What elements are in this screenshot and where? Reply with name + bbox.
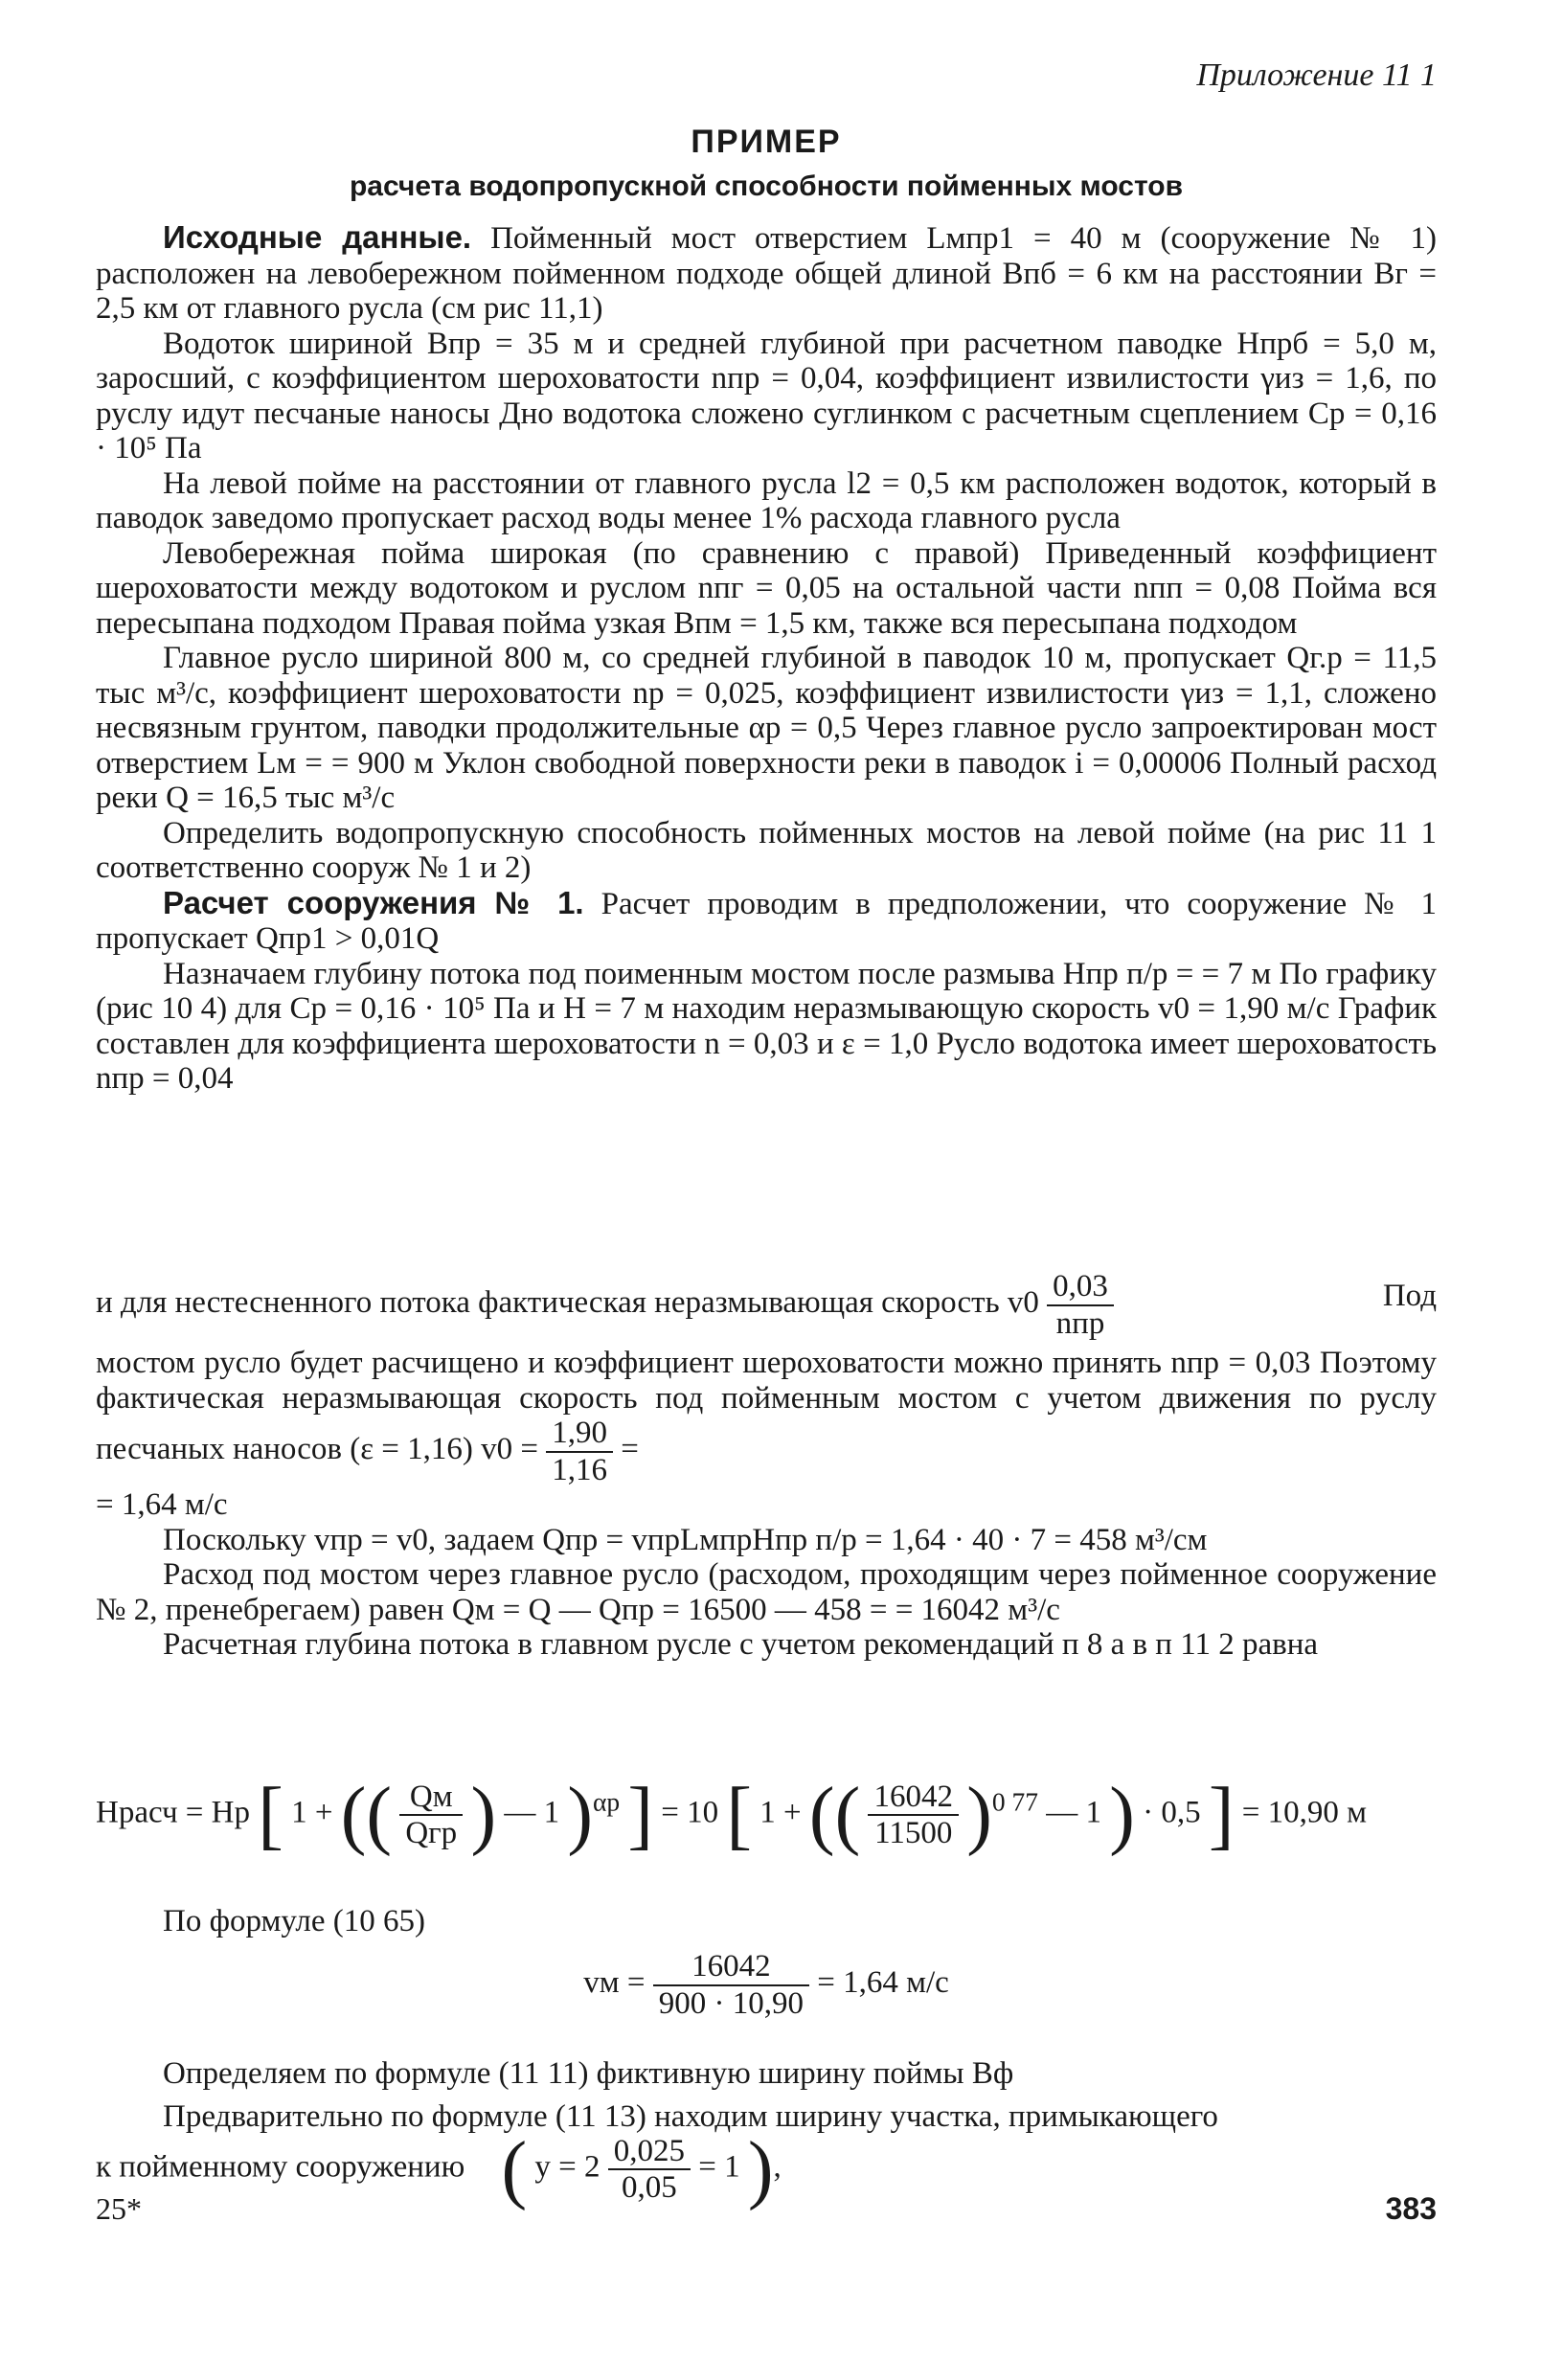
paren-close: ) xyxy=(567,1773,593,1857)
numeric-ratio-fraction xyxy=(868,1779,959,1851)
depth-result: = 10,90 м xyxy=(1241,1795,1367,1830)
velocity-formula-result: = 1,64 м/с xyxy=(817,1965,949,2001)
bracket-open: [ xyxy=(258,1773,283,1857)
paren-close-inner: ) xyxy=(470,1773,497,1857)
body-text-block-3 xyxy=(96,2056,1437,2134)
velocity-symbol: v0 xyxy=(1007,1285,1039,1321)
bracket-open-2: [ xyxy=(726,1773,753,1857)
fraction-numerator: 0,03 xyxy=(1047,1269,1114,1306)
page-title: ПРИМЕР xyxy=(691,124,842,160)
paren-open: (( xyxy=(340,1773,393,1857)
page-subtitle: расчета водопропускной способности пойменных мостов xyxy=(349,170,1184,202)
exponent-077: 0 77 xyxy=(991,1786,1038,1817)
bracket-close: ] xyxy=(627,1773,654,1857)
paragraph-main-discharge: Расход под мостом через главное русло (расходом, проходящим через пойменное сооружение № 2, пренебрегаем) равен Qм = Q — Qпр = 16500 — 458 = = 16042 м³/с xyxy=(96,1557,1437,1627)
paragraph-fictive-width: Определяем по формуле (11 11) фиктивную ширину поймы Bф xyxy=(163,2056,1014,2091)
minus-one: — 1 xyxy=(504,1795,560,1830)
structure-1-text: Расчет проводим в предположении, что сооружение № 1 пропускает Qпр1 > 0,01Q xyxy=(96,886,1438,956)
minus-one-2: — 1 xyxy=(1046,1795,1101,1830)
alpha-exponent: αр xyxy=(592,1786,621,1817)
velocity-text: и для нестесненного потока фактическая неразмывающая скорость xyxy=(96,1285,1000,1321)
channel-cleanup-text: мостом русло будет расчищено и коэффициент шероховатости можно принять nпр = 0,03 Поэтому фактическая неразмывающая скорость под пойменным мостом с учетом движения по руслу песчаных наносов (ε = 1,16) xyxy=(96,1346,1437,1467)
paragraph-structure-1 xyxy=(96,886,1437,957)
paren-close-2-inner: ) xyxy=(966,1773,992,1857)
structure-1-lead: Расчет сооружения № 1. xyxy=(163,884,584,920)
adjacent-width-text: к пойменному сооружению xyxy=(96,2149,465,2185)
bracket-close-2: ] xyxy=(1208,1773,1235,1857)
fraction-denominator: nпр xyxy=(1055,1305,1105,1341)
body-text-block-1 xyxy=(96,220,1437,1097)
paragraph-main-channel: Главное русло шириной 800 м, со средней глубиной в паводок 10 м, пропускает Qг.р = 11,5 тыс м³/с, коэффициент шероховатости nр = 0,025, коэффициент извилистости γиз = 1,1, сложено несвязным грунтом, паводки продолжительные αр = 0,5 Через главное русло запроектирован мост отверстием Lм = = 900 м Уклон свободной поверхности реки в паводок i = 0,00006 Полный расход реки Q = 16,5 тыс м³/с xyxy=(96,641,1437,815)
velocity-formula-left: vм = xyxy=(583,1965,646,2001)
paragraph-depth: Назначаем глубину потока под поименным мостом после размыва Hпр п/р = = 7 м По графику (рис 10 4) для Cр = 0,16 · 10⁵ Па и H = 7 м находим неразмывающую скорость v0 = 1,90 м/с График составлен для коэффициента шероховатости n = 0,03 и ε = 1,0 Русло водотока имеет шероховатость nпр = 0,04 xyxy=(96,956,1437,1096)
paragraph-left-floodplain-stream: На левой пойме на расстоянии от главного русла l2 = 0,5 км расположен водоток, который в паводок заведомо пропускает расход воды менее 1% расхода главного русла xyxy=(96,465,1437,535)
signature-mark: 25* xyxy=(96,2191,142,2226)
y-paren-open: ( xyxy=(501,2127,528,2211)
paragraph-design-depth: Расчетная глубина потока в главном русле с учетом рекомендаций п 8 а в п 11 2 равна xyxy=(163,1627,1319,1662)
paren-open-2: (( xyxy=(808,1773,861,1857)
y-fraction xyxy=(608,2134,691,2206)
paragraph-formula-ref: По формуле (10 65) xyxy=(163,1904,425,1938)
formula-ref-line xyxy=(96,1904,1437,1939)
paragraph-v0-result: = 1,64 м/с xyxy=(96,1487,228,1522)
paragraph-discharge: Поскольку vпр = v0, задаем Qпр = vпрLмпрHпр п/р = 1,64 · 40 · 7 = 458 м³/см xyxy=(163,1522,1208,1557)
velocity-line xyxy=(96,1269,1437,1341)
q-ratio-numerator: Qм xyxy=(399,1779,463,1817)
v0-fraction xyxy=(546,1416,613,1487)
velocity-formula-fraction xyxy=(653,1949,809,2021)
q-ratio-denominator: Qгр xyxy=(405,1816,458,1850)
page-number: 383 xyxy=(1385,2191,1437,2226)
q-ratio-fraction xyxy=(399,1779,463,1851)
body-text-block-2 xyxy=(96,1346,1437,1663)
y-paren-close: ) xyxy=(747,2127,774,2211)
equals-ten: = 10 xyxy=(661,1795,719,1830)
depth-formula-left: Hрасч = Hр xyxy=(96,1795,251,1830)
appendix-header: Приложение 11 1 xyxy=(1196,57,1437,93)
paragraph-channel-cleanup xyxy=(96,1346,1437,1487)
v0-symbol: v0 = xyxy=(481,1432,539,1467)
paren-close-2: ) xyxy=(1109,1773,1135,1857)
numeric-numerator: 16042 xyxy=(868,1779,959,1817)
paragraph-initial-data xyxy=(96,220,1437,327)
velocity-formula-numerator: 16042 xyxy=(653,1949,809,1986)
v0-equals: = xyxy=(621,1432,639,1467)
y-comma: , xyxy=(773,2149,782,2185)
initial-data-lead: Исходные данные. xyxy=(163,219,472,255)
velocity-formula-denominator: 900 · 10,90 xyxy=(658,1985,804,2021)
initial-data-text: Пойменный мост отверстием Lмпр1 = 40 м (сооружение № 1) расположен на левобережном пойменном подходе общей длиной Bпб = 6 км на расстоянии Bг = 2,5 км от главного русла (см рис 11,1) xyxy=(96,221,1437,326)
y-denominator: 0,05 xyxy=(622,2170,677,2205)
velocity-tail: Под xyxy=(1382,1279,1437,1313)
paragraph-task: Определить водопропускную способность пойменных мостов на левой пойме (на рис 11 1 соответственно сооруж № 1 и 2) xyxy=(96,815,1437,885)
roughness-fraction xyxy=(1047,1269,1114,1341)
v0-numerator: 1,90 xyxy=(546,1416,613,1453)
paragraph-stream: Водоток шириной Bпр = 35 м и средней глубиной при расчетном паводке Hпрб = 5,0 м, заросший, с коэффициентом шероховатости nпр = 0,04, коэффициент извилистости γиз = 1,6, по руслу идут песчаные наносы Дно водотока сложено суглинком с расчетным сцеплением Cр = 0,16 · 10⁵ Па xyxy=(96,326,1437,465)
numeric-denominator: 11500 xyxy=(874,1816,953,1850)
velocity-formula xyxy=(96,1949,1437,2021)
y-result: = 1 xyxy=(698,2149,740,2185)
multiply-alpha: · 0,5 xyxy=(1143,1795,1201,1830)
v0-denominator: 1,16 xyxy=(552,1452,608,1487)
paragraph-preliminary: Предварительно по формуле (11 13) находим ширину участка, примыкающего xyxy=(163,2098,1218,2134)
paragraph-floodplains: Левобережная пойма широкая (по сравнению с правой) Приведенный коэффициент шероховатости между водотоком и руслом nпг = 0,05 на остальной части nпп = 0,08 Пойма вся пересыпана подходом Правая пойма узкая Bпм = 1,5 км, также вся пересыпана подходом xyxy=(96,535,1437,641)
y-symbol: y = 2 xyxy=(534,2149,601,2185)
y-numerator: 0,025 xyxy=(608,2134,691,2171)
depth-formula: Hрасч = Hр [ 1 + (( $\frac{Qм}{\text{Qгр}}$ ) — 1 )$^{\alpha р}$ ] = 10 [ 1 + (( $\frac{16042}{11500}$ )$^{0 77}$ — 1 ) · 0,5 ] = 10,90 м xyxy=(96,1773,1367,1857)
